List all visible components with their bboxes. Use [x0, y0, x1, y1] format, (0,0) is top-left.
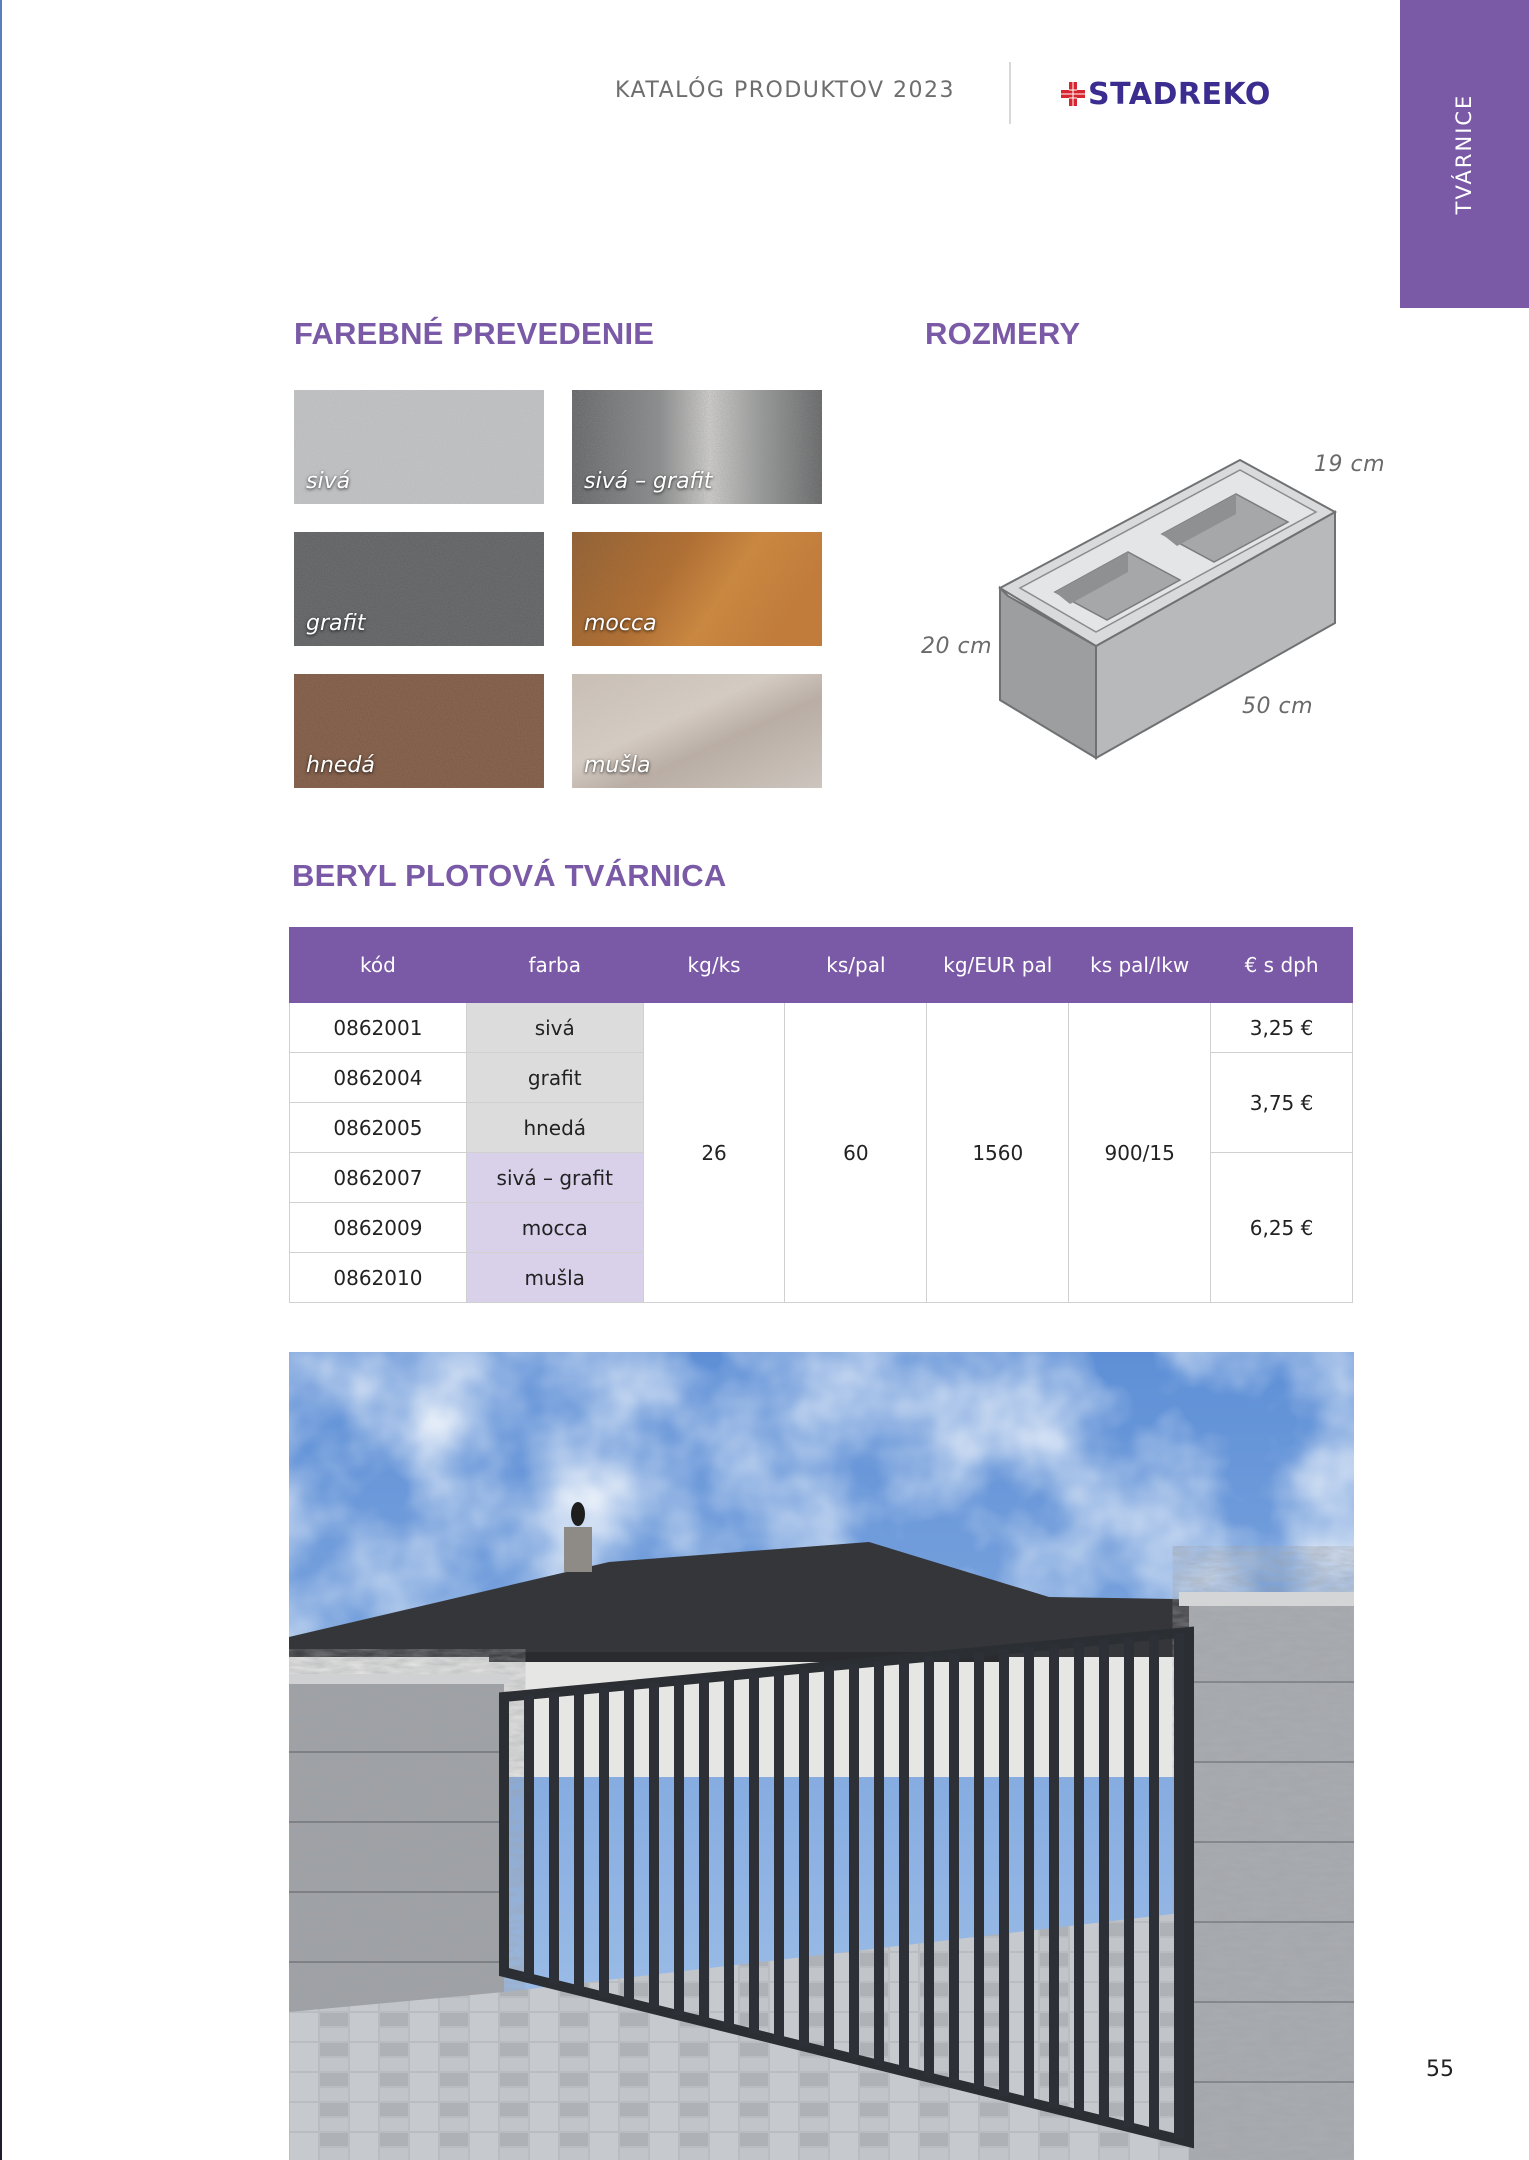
- product-table: [289, 927, 1353, 1303]
- col-header-color: farba: [466, 928, 643, 1003]
- side-tab-label: TVÁRNICE: [1452, 93, 1476, 215]
- cell-color: mocca: [466, 1203, 643, 1253]
- cell-code: 0862004: [290, 1053, 467, 1103]
- block-dimensions-diagram: [900, 440, 1350, 770]
- swatch-label: grafit: [306, 611, 366, 636]
- cell-ks-pal: 60: [785, 1003, 927, 1303]
- swatch-label: sivá – grafit: [584, 469, 713, 494]
- page-edge: [0, 0, 2, 2160]
- col-header-code: kód: [290, 928, 467, 1003]
- catalog-title: KATALÓG PRODUKTOV 2023: [614, 78, 955, 103]
- cell-code: 0862005: [290, 1103, 467, 1153]
- brand-logo: [1060, 74, 1271, 114]
- dimensions-section-title: ROZMERY: [925, 316, 1081, 351]
- col-header-kg-eur-pal: kg/EUR pal: [927, 928, 1069, 1003]
- swatch-hneda: [294, 674, 544, 788]
- col-header-price: € s dph: [1211, 928, 1353, 1003]
- page-number: 55: [1426, 2057, 1454, 2082]
- fence-gate-illustration: [289, 1352, 1354, 2160]
- cell-color: mušla: [466, 1253, 643, 1303]
- swatch-label: mušla: [584, 753, 651, 778]
- swatch-siva-grafit: [572, 390, 822, 504]
- cell-kg-eur-pal: 1560: [927, 1003, 1069, 1303]
- dimension-length: 50 cm: [1242, 694, 1314, 719]
- table-header-row: [290, 928, 1353, 1003]
- brand-logo-icon: [1060, 81, 1086, 107]
- cell-price: 3,25 €: [1211, 1003, 1353, 1053]
- swatch-label: sivá: [306, 469, 351, 494]
- product-photo: [289, 1352, 1354, 2160]
- col-header-ks-pal-lkw: ks pal/lkw: [1069, 928, 1211, 1003]
- col-header-kg-ks: kg/ks: [643, 928, 785, 1003]
- brand-name: STADREKO: [1088, 76, 1271, 112]
- cell-price: 3,75 €: [1211, 1053, 1353, 1153]
- color-section-title: FAREBNÉ PREVEDENIE: [294, 316, 655, 351]
- cell-code: 0862009: [290, 1203, 467, 1253]
- cell-code: 0862001: [290, 1003, 467, 1053]
- swatch-grafit: [294, 532, 544, 646]
- swatch-mocca: [572, 532, 822, 646]
- swatch-musla: [572, 674, 822, 788]
- dimension-width: 19 cm: [1314, 452, 1386, 477]
- cell-color: sivá: [466, 1003, 643, 1053]
- cell-color: grafit: [466, 1053, 643, 1103]
- cell-code: 0862010: [290, 1253, 467, 1303]
- cell-color: hnedá: [466, 1103, 643, 1153]
- cell-price: 6,25 €: [1211, 1153, 1353, 1303]
- cell-kg-ks: 26: [643, 1003, 785, 1303]
- cell-color: sivá – grafit: [466, 1153, 643, 1203]
- cell-code: 0862007: [290, 1153, 467, 1203]
- dimension-height: 20 cm: [921, 634, 993, 659]
- col-header-ks-pal: ks/pal: [785, 928, 927, 1003]
- swatch-label: hnedá: [306, 753, 375, 778]
- header-divider: [1009, 62, 1011, 124]
- swatch-label: mocca: [584, 611, 657, 636]
- product-title: BERYL PLOTOVÁ TVÁRNICA: [292, 858, 727, 893]
- cell-ks-pal-lkw: 900/15: [1069, 1003, 1211, 1303]
- table-row: [290, 1003, 1353, 1053]
- swatch-siva: [294, 390, 544, 504]
